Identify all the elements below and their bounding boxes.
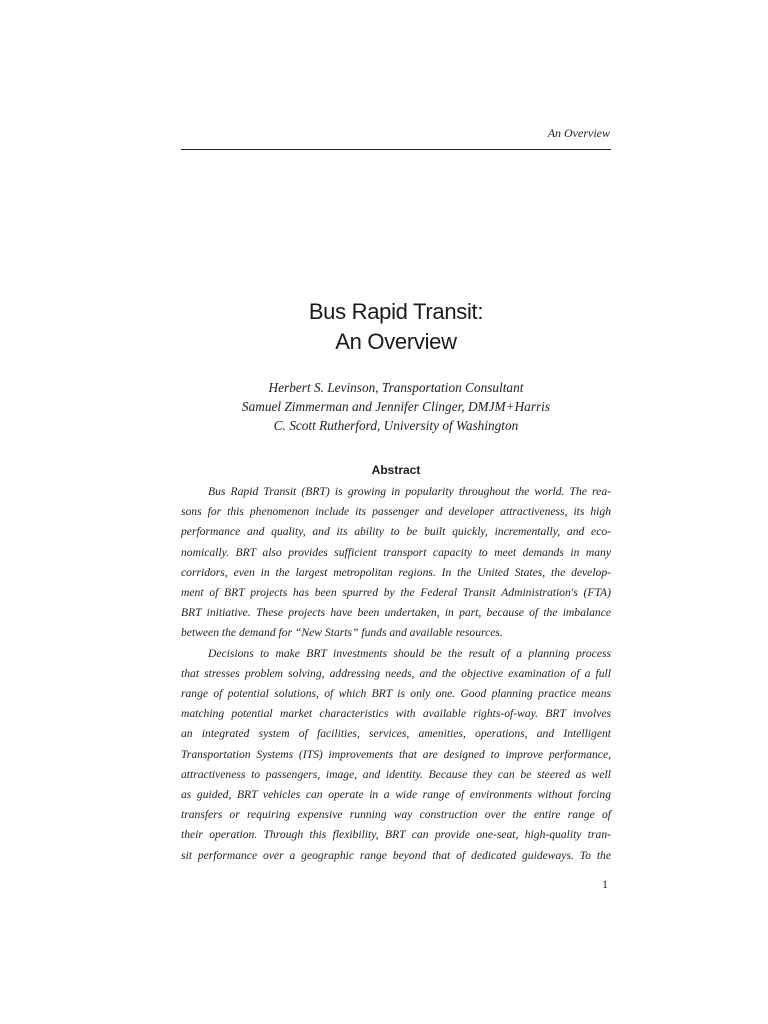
title-line-1: Bus Rapid Transit: — [308, 299, 484, 324]
text-line: transfers or requiring expensive running way construction over the entire range of — [181, 808, 611, 822]
author-line: Samuel Zimmerman and Jennifer Clinger, DMJM+Harris — [241, 399, 551, 414]
abstract-body — [181, 482, 611, 866]
text-line: Transportation Systems (ITS) improvements that are designed to improve performance, — [181, 747, 611, 761]
text-line: attractiveness to passengers, image, and identity. Because they can be steered as well — [181, 767, 611, 781]
text-line: Bus Rapid Transit (BRT) is growing in popularity throughout the world. The rea- — [208, 485, 611, 498]
text-line: matching potential market characteristics with available rights-of-way. BRT involves — [181, 707, 611, 721]
text-line: as guided, BRT vehicles can operate in a wide range of environments without forcing — [181, 788, 611, 802]
text-line: sons for this phenomenon include its passenger and developer attractiveness, its high — [181, 505, 611, 519]
page-number: 1 — [602, 877, 608, 891]
text-line: range of potential solutions, of which BRT is only one. Good planning practice means — [181, 687, 611, 701]
text-line: their operation. Through this flexibility, BRT can provide one-seat, high-quality tran- — [181, 828, 611, 842]
text-line: sit performance over a geographic range beyond that of dedicated guideways. To the — [181, 848, 611, 862]
running-head: An Overview — [547, 126, 610, 140]
text-line: Decisions to make BRT investments should be the result of a planning process — [208, 646, 611, 660]
text-line: an integrated system of facilities, services, amenities, operations, and Intelligent — [181, 727, 611, 741]
text-line: ment of BRT projects has been spurred by the Federal Transit Administration's (FTA) — [181, 586, 611, 600]
abstract-paragraph-1 — [181, 482, 611, 644]
header-rule — [181, 149, 611, 150]
title-line-2: An Overview — [335, 329, 457, 354]
author-block — [181, 378, 611, 435]
abstract-paragraph-2 — [181, 644, 611, 866]
paper-title — [181, 297, 611, 357]
text-line: between the demand for “New Starts” funds and available resources. — [181, 626, 503, 640]
text-line: corridors, even in the largest metropolitan regions. In the United States, the develop- — [181, 565, 611, 579]
text-line: performance and quality, and its ability to be built quickly, incrementally, and eco- — [181, 525, 611, 539]
text-line: nomically. BRT also provides sufficient transport capacity to meet demands in many — [181, 545, 611, 559]
text-line: BRT initiative. These projects have been undertaken, in part, because of the imbalance — [181, 606, 611, 620]
author-line: Herbert S. Levinson, Transportation Consultant — [268, 380, 524, 395]
abstract-heading: Abstract — [371, 463, 421, 477]
author-line: C. Scott Rutherford, University of Washington — [273, 418, 519, 433]
text-line: that stresses problem solving, addressing needs, and the objective examination of a full — [181, 666, 611, 680]
